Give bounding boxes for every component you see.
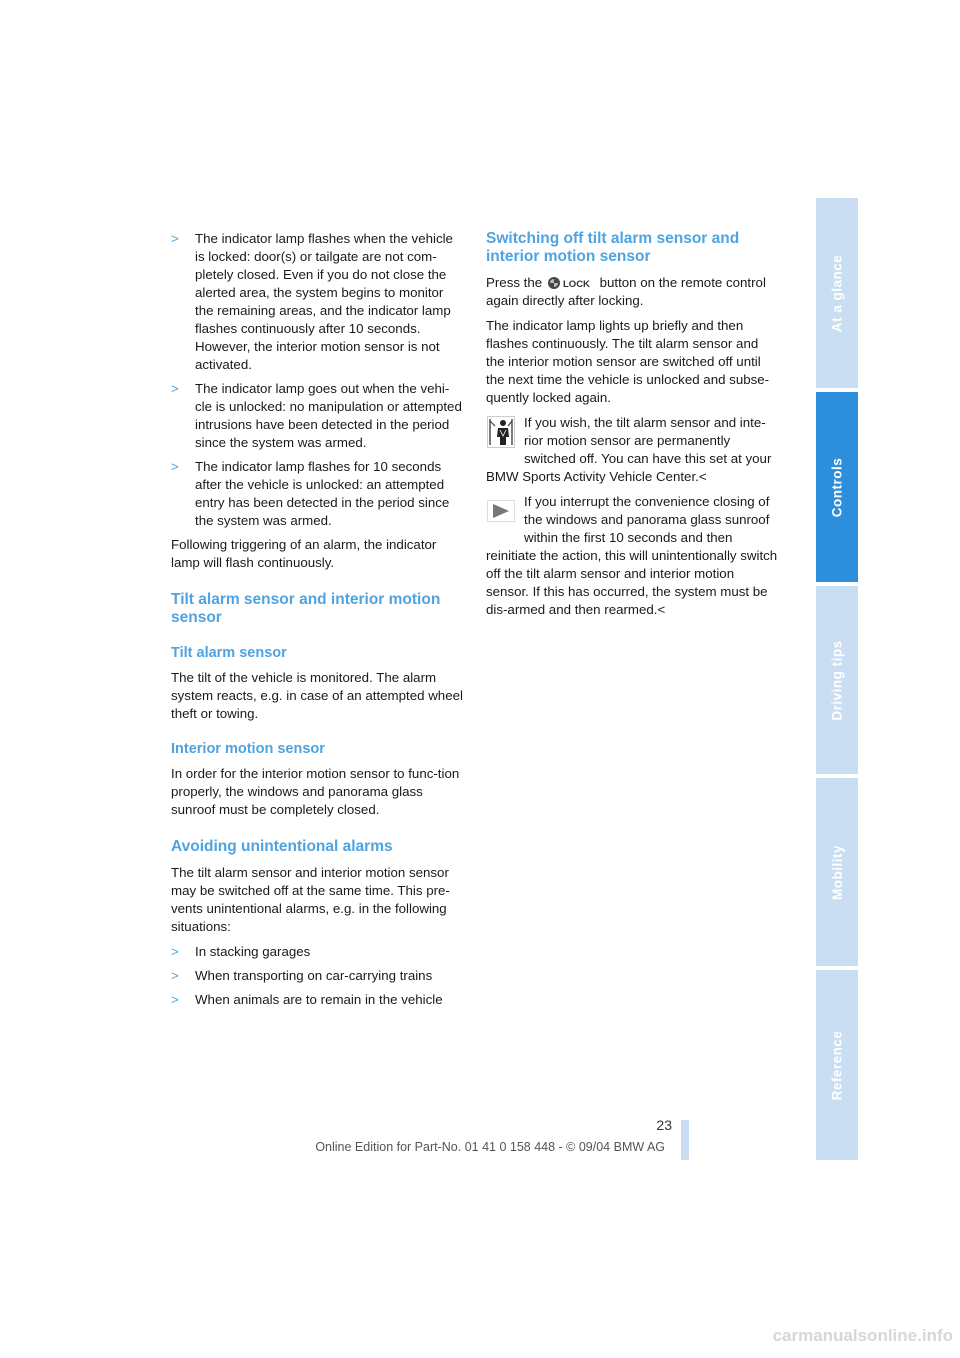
info-arrow-icon <box>486 494 516 528</box>
heading-avoid: Avoiding unintentional alarms <box>171 838 393 855</box>
paragraph-press: Press the LOCK button on the remote control again directly after locking. <box>486 275 766 308</box>
paragraph-lamp: The indicator lamp lights up briefly and then flashes continuously. The tilt alarm sensor and the interior motion sensor are switched off until the next time the vehicle is unlocked and subse-quently locked again. <box>486 318 770 405</box>
workshop-person-icon <box>486 415 516 449</box>
bullet-marker: > <box>171 992 179 1007</box>
paragraph-avoid: The tilt alarm sensor and interior motion sensor may be switched off at the same time. This pre-vents unintentional alarms, e.g. in the following situations: <box>171 865 450 934</box>
heading-tilt: Tilt alarm sensor <box>171 645 287 661</box>
footer-edition: Online Edition for Part-No. 01 41 0 158 448 - © 09/04 BMW AG <box>315 1140 665 1154</box>
tab-at-a-glance[interactable]: At a glance <box>816 198 858 388</box>
note-permanent: If you wish, the tilt alarm sensor and inte-rior motion sensor are permanently switched off. You can have this set at your BMW Sports Activity Vehicle Center.< <box>486 415 772 484</box>
note-convenience-closing: If you interrupt the convenience closing of the windows and panorama glass sunroof within the first 10 seconds and then reinitiate the action, this will unintentionally switch off the tilt alarm sensor and interior motion sensor. If this has occurred, the system must be dis-armed and then rearmed.< <box>486 494 778 617</box>
left-column <box>171 230 463 1015</box>
end-marker: < <box>698 469 707 484</box>
tab-controls[interactable]: Controls <box>816 392 858 582</box>
paragraph-interior: In order for the interior motion sensor to func-tion properly, the windows and panorama glass sunroof must be completely closed. <box>171 766 460 817</box>
list-item: > In stacking garages <box>171 944 311 959</box>
heading-interior: Interior motion sensor <box>171 741 325 757</box>
watermark: carmanualsonline.info <box>772 1326 953 1345</box>
list-item: > The indicator lamp goes out when the vehi-cle is unlocked: no manipulation or attempted intrusions have been detected in the period since the system was armed. <box>171 381 462 450</box>
tab-driving-tips[interactable]: Driving tips <box>816 586 858 774</box>
page-number: 23 <box>656 1117 672 1133</box>
lock-label: LOCK <box>562 279 590 291</box>
bullet-marker: > <box>171 459 179 474</box>
tab-mobility[interactable]: Mobility <box>816 778 858 966</box>
end-marker: < <box>657 602 666 617</box>
page-bar <box>681 1120 689 1160</box>
heading-tilt-interior: Tilt alarm sensor and interior motion sensor <box>171 591 441 626</box>
right-column <box>486 230 778 626</box>
paragraph-alarm: Following triggering of an alarm, the indicator lamp will flash continuously. <box>171 537 437 570</box>
lock-button-icon <box>546 276 596 290</box>
bullet-marker: > <box>171 231 179 246</box>
list-item: > When transporting on car-carrying trains <box>171 968 433 983</box>
bullet-marker: > <box>171 381 179 396</box>
paragraph-tilt: The tilt of the vehicle is monitored. The alarm system reacts, e.g. in case of an attempted wheel theft or towing. <box>171 670 463 721</box>
heading-switch-off: Switching off tilt alarm sensor and interior motion sensor <box>486 230 740 265</box>
bullet-marker: > <box>171 944 179 959</box>
chapter-sidebar <box>816 198 858 1160</box>
list-item: > The indicator lamp flashes when the vehicle is locked: door(s) or tailgate are not com-pletely closed. Even if you do not close the alerted area, the system begins to monitor the remaining areas, and the indicator lamp flashes continuously after 10 seconds. However, the interior motion sensor is not activated. <box>171 231 453 372</box>
tab-reference[interactable]: Reference <box>816 970 858 1160</box>
list-item: > The indicator lamp flashes for 10 seconds after the vehicle is unlocked: an attempted entry has been detected in the period since the system was armed. <box>171 459 450 528</box>
list-item: > When animals are to remain in the vehicle <box>171 992 443 1007</box>
bullet-marker: > <box>171 968 179 983</box>
